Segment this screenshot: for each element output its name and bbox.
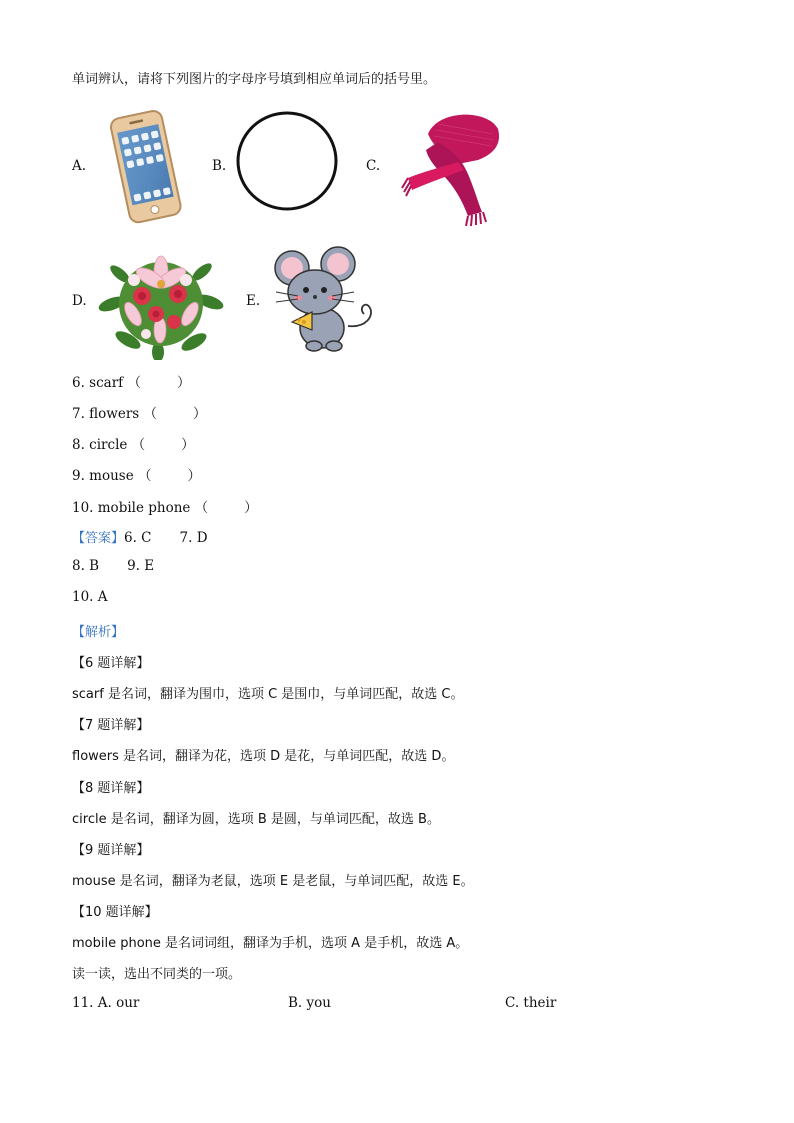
answer-6: 6. C [124,530,152,546]
detail-10-head: 【10 题详解】 [72,905,158,920]
detail-9-head: 【9 题详解】 [72,843,150,858]
mobile-phone-icon [96,106,192,234]
question-6-close: ） [176,375,191,391]
answer-10: 10. A [72,589,108,605]
detail-6-head: 【6 题详解】 [72,656,150,671]
answer-tag: 【答案】 [72,531,125,546]
answer-row-1 [72,527,208,546]
detail-8-head: 【8 题详解】 [72,781,150,796]
option-label-d: D. [72,293,87,309]
detail-7-body: flowers 是名词，翻译为花，选项 D 是花，与单词匹配，故选 D。 [72,749,455,764]
answer-row-2 [72,558,154,574]
question-8-text: 8. circle （ [72,437,146,453]
question-11-option-a: 11. A. our [72,995,140,1011]
circle-icon [234,110,340,218]
question-9 [72,464,201,484]
question-7-text: 7. flowers （ [72,406,158,422]
detail-8-body: circle 是名词，翻译为圆，选项 B 是圆，与单词匹配，故选 B。 [72,812,440,827]
question-7-close: ） [193,406,207,422]
question-8 [72,433,195,453]
question-7 [72,402,207,422]
question-9-close: ） [187,468,202,484]
option-label-c: C. [366,158,381,174]
question-10 [72,496,258,516]
option-label-a: A. [72,158,87,174]
option-label-e: E. [246,293,261,309]
detail-7-head: 【7 题详解】 [72,718,150,733]
detail-6-body: scarf 是名词，翻译为围巾，选项 C 是围巾，与单词匹配，故选 C。 [72,687,464,702]
question-6-text: 6. scarf （ [72,375,141,391]
flowers-icon [98,244,224,364]
answer-8: 8. B [72,558,100,574]
answer-7: 7. D [179,530,208,546]
scarf-icon [398,104,510,232]
answer-row-3 [72,589,108,605]
detail-9-body: mouse 是名词，翻译为老鼠，选项 E 是老鼠，与单词匹配，故选 E。 [72,874,474,889]
question-11-option-b: B. you [288,995,331,1011]
question-10-text: 10. mobile phone （ [72,500,209,516]
detail-10-body: mobile phone 是名词词组，翻译为手机，选项 A 是手机，故选 A。 [72,936,469,951]
analysis-tag: 【解析】 [72,625,125,640]
mouse-icon [270,246,382,360]
instruction-2-text: 读一读，选出不同类的一项。 [72,967,242,982]
answer-9: 9. E [127,558,155,574]
question-11-option-c: C. their [505,995,557,1011]
instruction-text: 单词辨认，请将下列图片的字母序号填到相应单词后的括号里。 [72,72,437,87]
question-8-close: ） [181,437,195,453]
question-10-close: ） [244,500,258,516]
option-label-b: B. [212,158,227,174]
question-6 [72,371,190,391]
question-9-text: 9. mouse （ [72,468,152,484]
